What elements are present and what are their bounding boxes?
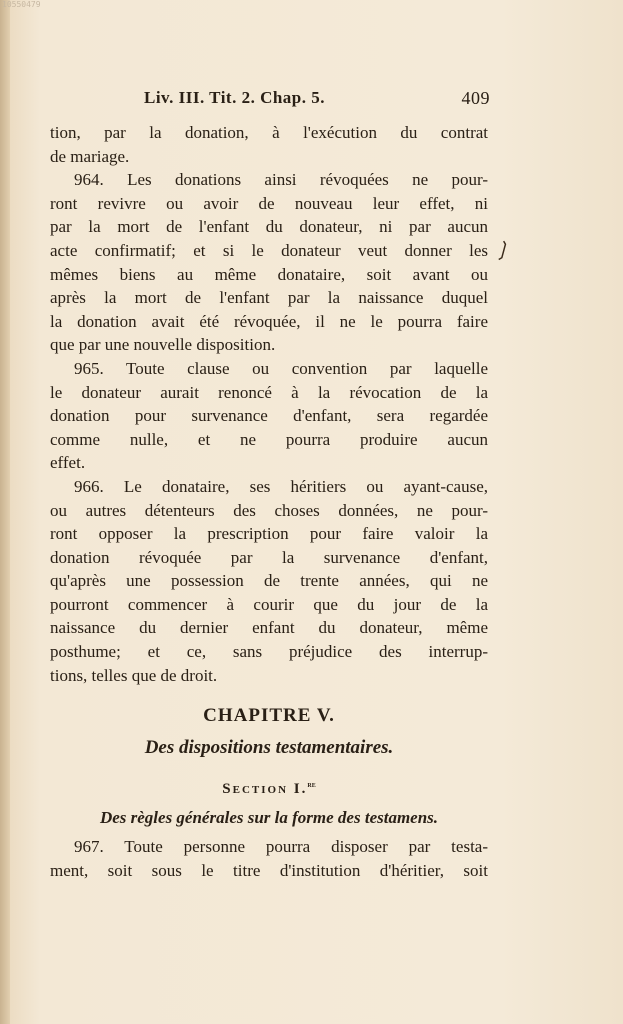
text-line: posthume; et ce, sans préjudice des interrup- — [50, 642, 488, 662]
scan-id: 10550479 — [2, 0, 41, 9]
text-line: donation pour survenance d'enfant, sera regardée — [50, 406, 488, 426]
text-line: 966. Le donataire, ses héritiers ou ayant-cause, — [74, 476, 488, 496]
running-head — [50, 88, 490, 110]
text-line: tions, telles que de droit. — [50, 665, 218, 685]
text-line: ment, soit sous le titre d'institution d'héritier, soit — [50, 860, 488, 880]
margin-ink-mark: ❳ — [492, 235, 515, 263]
page-edge-shadow — [0, 0, 10, 1024]
running-head-title: Liv. III. Tit. 2. Chap. 5. — [144, 88, 326, 107]
text-line: comme nulle, et ne pourra produire aucun — [50, 429, 488, 449]
text-line: effet. — [50, 453, 86, 473]
text-line: le donateur aurait renoncé à la révocation de la — [50, 382, 488, 402]
text-line: la donation avait été révoquée, il ne le pourra faire — [50, 311, 488, 331]
text-line: ou autres détenteurs des choses données, ne pour- — [50, 500, 488, 520]
text-line: qu'après une possession de trente années, qui ne — [50, 571, 488, 591]
text-line: 967. Toute personne pourra disposer par testa- — [74, 837, 488, 857]
text-line: 965. Toute clause ou convention par laquelle — [74, 358, 488, 378]
text-line: que par une nouvelle disposition. — [50, 335, 276, 355]
text-line: mêmes biens au même donataire, soit avant ou — [50, 264, 488, 284]
text-line: ront opposer la prescription pour faire valoir la — [50, 524, 488, 544]
text-line: naissance du dernier enfant du donateur, même — [50, 618, 488, 638]
chapter-title: CHAPITRE V. — [203, 705, 335, 727]
chapter-subtitle: Des dispositions testamentaires. — [144, 737, 394, 759]
text-line: par la mort de l'enfant du donateur, ni par aucun — [50, 217, 488, 237]
text-line: ront revivre ou avoir de nouveau leur effet, ni — [50, 193, 488, 213]
paragraph-965 — [50, 357, 488, 475]
text-line: pourront commencer à courir que du jour de la — [50, 594, 488, 614]
text-line: donation révoquée par la survenance d'enfant, — [50, 547, 488, 567]
spacer — [50, 687, 488, 701]
section-title-sup: re — [307, 780, 316, 790]
text-line: acte confirmatif; et si le donateur veut donner les — [50, 240, 488, 260]
paragraph-966 — [50, 475, 488, 687]
section-subtitle: Des règles générales sur la forme des testamens. — [99, 808, 439, 828]
section-title — [50, 765, 488, 799]
text-line: tion, par la donation, à l'exécution du contrat — [50, 123, 488, 142]
text-line: 964. Les donations ainsi révoquées ne pour- — [74, 170, 488, 190]
page-number: 409 — [461, 88, 490, 108]
text-line: après la mort de l'enfant par la naissance duquel — [50, 288, 488, 308]
paragraph-964 — [50, 168, 488, 357]
text-line: de mariage. — [50, 146, 130, 166]
paragraph-967 — [50, 835, 488, 882]
body-text — [50, 121, 488, 882]
paragraph — [50, 121, 488, 168]
section-title-text: Section I. — [222, 781, 308, 798]
